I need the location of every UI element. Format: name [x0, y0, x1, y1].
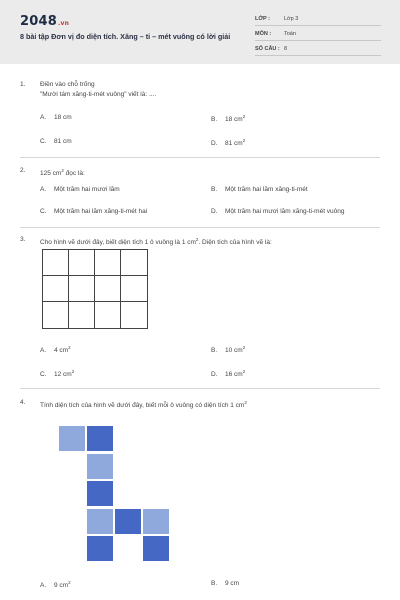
option-letter: A. [40, 186, 47, 193]
option-text: 18 cm [225, 116, 243, 123]
meta-subject-value: Toán [284, 31, 296, 37]
grid-cell [121, 250, 147, 276]
question-3-superscript: 2 [195, 237, 199, 242]
question-2-option-b[interactable] [211, 186, 308, 193]
question-2-text-pre: 125 cm [40, 170, 62, 177]
option-letter: B. [211, 116, 218, 123]
figure-square [86, 535, 114, 562]
option-text: 4 cm [54, 347, 69, 354]
question-2-text [40, 166, 85, 179]
grid-cell [95, 302, 121, 328]
option-superscript: 2 [242, 345, 246, 350]
question-2-number: 2. [20, 167, 26, 174]
option-letter: B. [211, 347, 218, 354]
grid-cell [69, 250, 95, 276]
option-text: 81 cm [225, 140, 243, 147]
question-4-number: 4. [20, 399, 26, 406]
question-2-option-c[interactable] [40, 208, 147, 215]
option-superscript: 2 [242, 114, 246, 119]
option-letter: C. [40, 208, 47, 215]
section-divider [20, 227, 380, 228]
section-divider [20, 157, 380, 158]
option-letter: D. [211, 140, 218, 147]
option-text: Một trăm hai mươi lăm xăng-ti-mét vuông [225, 208, 345, 215]
grid-cell [95, 250, 121, 276]
meta-count-value: 8 [284, 46, 288, 52]
question-2-option-d[interactable] [211, 208, 345, 215]
figure-square [86, 425, 114, 452]
meta-subject-row [255, 29, 381, 41]
question-1-line-1: Điền vào chỗ trống [40, 81, 95, 88]
option-letter: D. [211, 208, 218, 215]
figure-square [86, 453, 114, 480]
question-3-text-pre: Cho hình vẽ dưới đây, biết diện tích 1 ô vuông là 1 cm [40, 239, 196, 246]
option-superscript: 2 [242, 369, 246, 374]
grid-cell [69, 276, 95, 302]
option-text: 9 cm [54, 582, 69, 589]
figure-square [142, 508, 170, 535]
question-3-option-d[interactable] [211, 369, 245, 378]
option-text: 81 cm [54, 138, 72, 145]
question-4-text-pre: Tính diện tích của hình vẽ dưới đây, biết mỗi ô vuông có diện tích 1 cm [40, 402, 245, 409]
meta-subject-label: MÔN : [255, 31, 272, 37]
figure-square [142, 535, 170, 562]
option-letter: A. [40, 347, 47, 354]
option-superscript: 2 [71, 369, 75, 374]
meta-class-label: LỚP : [255, 16, 270, 22]
grid-cell [43, 276, 69, 302]
option-letter: A. [40, 582, 47, 589]
question-4-text [40, 398, 247, 411]
option-letter: C. [40, 371, 47, 378]
question-3-text [40, 235, 272, 248]
logo-suffix: .vn [57, 20, 70, 27]
worksheet-header [0, 0, 400, 64]
option-letter: C. [40, 138, 47, 145]
option-superscript: 2 [68, 580, 71, 585]
option-letter: D. [211, 371, 218, 378]
question-3-option-c[interactable] [40, 369, 74, 378]
option-letter: B. [211, 580, 218, 587]
grid-cell [43, 250, 69, 276]
grid-cell [121, 276, 147, 302]
option-letter: B. [211, 186, 218, 193]
square-grid-figure [42, 249, 148, 329]
option-text: 12 cm [54, 371, 72, 378]
question-4-superscript: 2 [244, 400, 247, 405]
question-1-line-2: "Mười tám xăng-ti-mét vuông" viết là: .... [40, 91, 157, 98]
question-1-option-d[interactable] [211, 138, 245, 147]
figure-square [114, 508, 142, 535]
question-1-option-a[interactable] [40, 114, 72, 121]
question-1-number: 1. [20, 81, 26, 88]
option-superscript: 2 [242, 138, 246, 143]
option-text: Một trăm hai lăm xăng-ti-mét hai [54, 208, 148, 215]
option-text: 16 cm [225, 371, 243, 378]
question-3-option-b[interactable] [211, 345, 245, 354]
meta-class-row [255, 14, 381, 26]
site-logo[interactable] [20, 14, 69, 29]
colored-squares-figure [58, 425, 170, 563]
question-3-text-post: . Diện tích của hình vẽ là: [198, 239, 272, 246]
meta-count-row [255, 44, 381, 56]
question-1-option-c[interactable] [40, 138, 72, 145]
logo-text: 2048 [20, 14, 57, 29]
grid-cell [43, 302, 69, 328]
meta-count-label: SỐ CÂU : [255, 46, 280, 52]
figure-square [86, 480, 114, 507]
question-2-text-post: đọc là: [63, 170, 85, 177]
question-4-option-a[interactable] [40, 580, 71, 589]
worksheet-title: 8 bài tập Đơn vị đo diện tích. Xăng – ti – mét vuông có lời giải [20, 32, 231, 41]
figure-square [86, 508, 114, 535]
grid-cell [69, 302, 95, 328]
section-divider [20, 388, 380, 389]
option-text: 18 cm [54, 114, 72, 121]
option-superscript: 2 [68, 345, 71, 350]
question-4-option-b[interactable] [211, 580, 239, 587]
question-2-option-a[interactable] [40, 186, 120, 193]
grid-cell [95, 276, 121, 302]
option-text: 10 cm [225, 347, 243, 354]
option-letter: A. [40, 114, 47, 121]
option-text: 9 cm [225, 580, 240, 587]
figure-square [58, 425, 86, 452]
grid-cell [121, 302, 147, 328]
option-text: Một trăm hai mươi lăm [54, 186, 120, 193]
meta-class-value: Lớp 3 [284, 16, 299, 22]
question-3-option-a[interactable] [40, 345, 71, 354]
question-2-superscript: 2 [61, 168, 64, 173]
option-text: Một trăm hai lăm xăng-ti-mét [225, 186, 308, 193]
question-3-number: 3. [20, 236, 26, 243]
question-1-option-b[interactable] [211, 114, 245, 123]
